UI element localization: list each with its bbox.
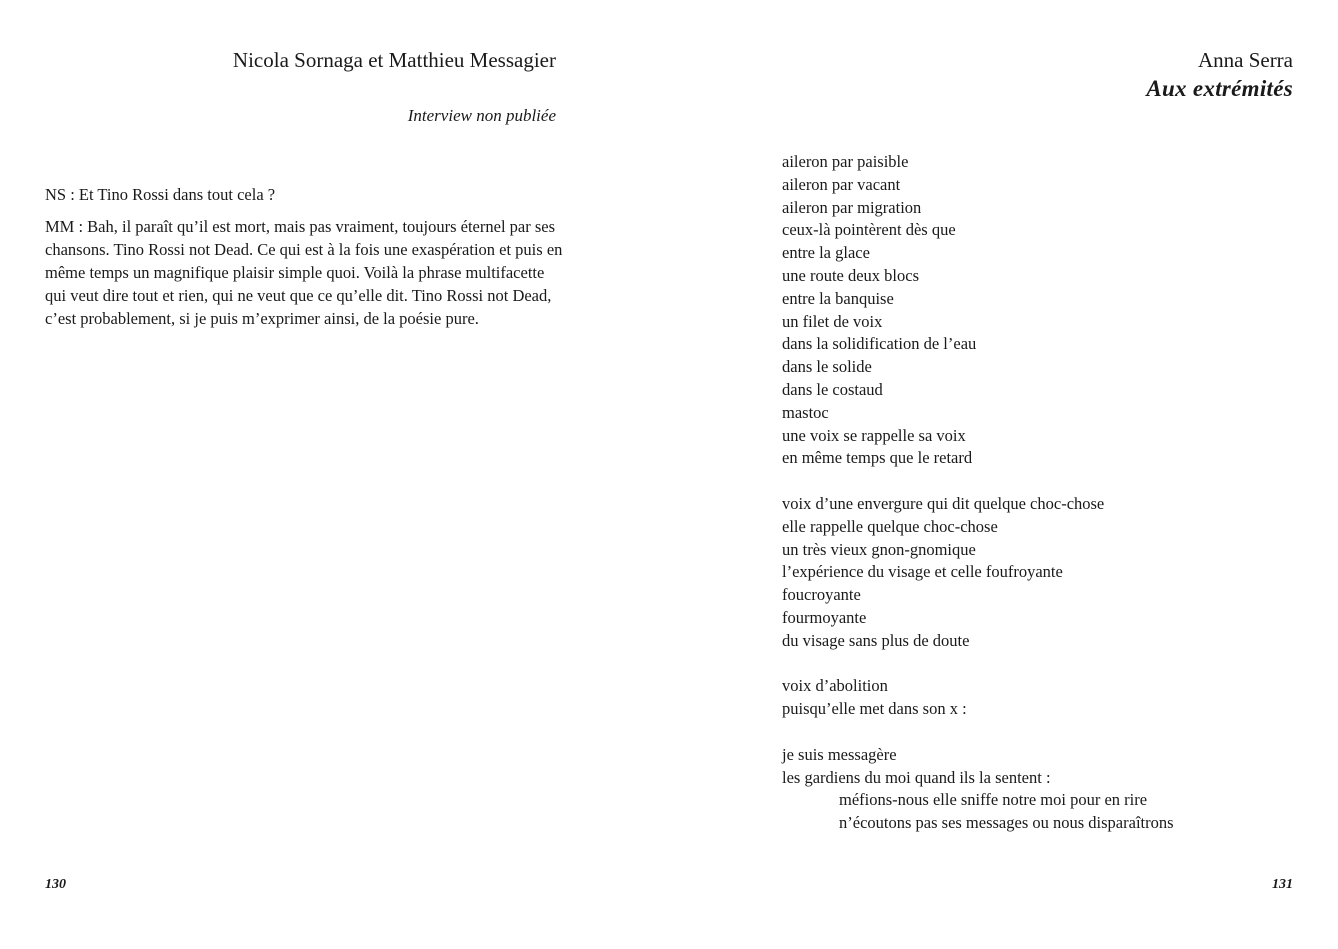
poem-line: une voix se rappelle sa voix <box>782 425 966 445</box>
poem-line: mastoc <box>782 402 829 422</box>
poem-stanza <box>782 493 1302 653</box>
poem-line: dans le solide <box>782 357 872 377</box>
poem-stanza <box>782 744 1302 835</box>
poem-line: voix d’abolition <box>782 676 888 696</box>
interview-answer: MM : Bah, il paraît qu’il est mort, mais pas vraiment, toujours éternel par ses chansons. Tino Rossi not Dead. Ce qui est à la fois une exaspération et puis en même temps un magnifique plaisir simple quoi. Voilà la phrase multifacette qui veut dire tout et rien, qui ne veut que ce qu’elle dit. Tino Rossi not Dead, c’est probablement, si je puis m’exprimer ainsi, de la poésie pure. <box>45 217 563 328</box>
poem-indented-line: n’écoutons pas ses messages ou nous disparaîtrons <box>839 813 1174 833</box>
poem-line: dans le costaud <box>782 379 883 399</box>
right-page-author: Anna Serra <box>1197 48 1293 72</box>
poem-line: un très vieux gnon-gnomique <box>782 539 976 559</box>
poem-line: en même temps que le retard <box>782 448 973 468</box>
poem-line: un filet de voix <box>782 311 883 331</box>
poem-indented-line: méfions-nous elle sniffe notre moi pour en rire <box>839 790 1148 810</box>
poem-line: fourmoyante <box>782 607 867 627</box>
poem-line: voix d’une envergure qui dit quelque choc-chose <box>782 493 1105 513</box>
poem-line: elle rappelle quelque choc-chose <box>782 516 998 536</box>
poem-line: entre la glace <box>782 243 870 263</box>
poem-stanza <box>782 151 1302 470</box>
poem <box>782 151 1302 835</box>
poem-title: Aux extrémités <box>1146 76 1293 101</box>
poem-line: foucroyante <box>782 585 861 605</box>
poem-line: aileron par paisible <box>782 152 909 171</box>
poem-line: du visage sans plus de doute <box>782 630 970 650</box>
poem-line: les gardiens du moi quand ils la sentent : <box>782 767 1051 787</box>
poem-line: une route deux blocs <box>782 265 920 285</box>
poem-line: puisqu’elle met dans son x : <box>782 699 967 719</box>
poem-line: aileron par migration <box>782 197 922 217</box>
right-page <box>669 0 1338 949</box>
poem-line: entre la banquise <box>782 288 894 308</box>
poem-line: dans la solidification de l’eau <box>782 334 977 354</box>
poem-line: je suis messagère <box>782 744 897 764</box>
poem-line: ceux-là pointèrent dès que <box>782 220 956 240</box>
poem-line: aileron par vacant <box>782 174 901 194</box>
interview-question: NS : Et Tino Rossi dans tout cela ? <box>45 185 276 204</box>
left-page-subtitle: Interview non publiée <box>407 106 556 125</box>
poem-stanza <box>782 675 1302 721</box>
page-number-left: 130 <box>45 877 66 892</box>
left-page-author: Nicola Sornaga et Matthieu Messagier <box>232 48 556 72</box>
page-number-right: 131 <box>1272 877 1293 892</box>
interview-text <box>45 183 565 339</box>
poem-line: l’expérience du visage et celle foufroyante <box>782 562 1063 582</box>
